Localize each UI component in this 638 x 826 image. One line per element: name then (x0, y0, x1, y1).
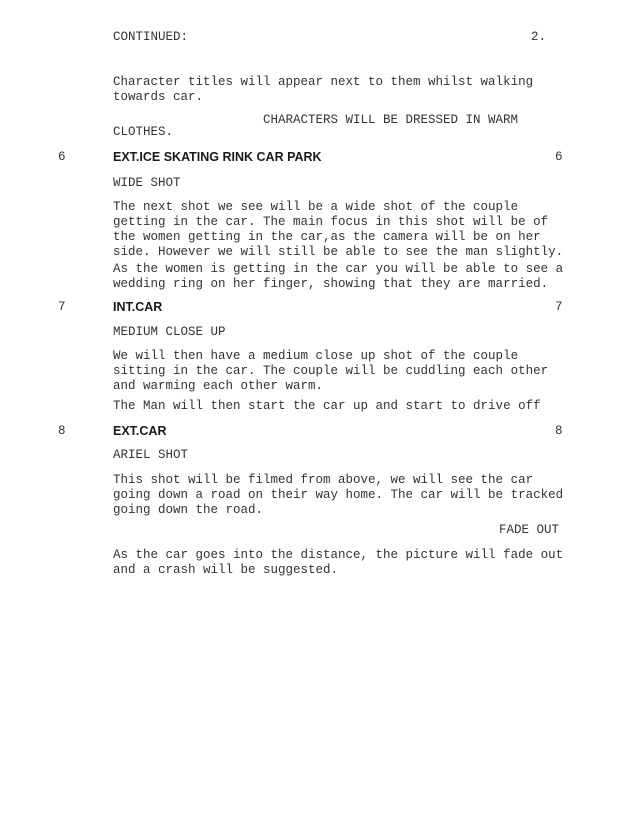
intro-action-continued: CLOTHES. (113, 125, 174, 139)
transition: FADE OUT (499, 523, 560, 537)
continued-header: CONTINUED: (113, 30, 189, 44)
page-number: 2. (531, 30, 547, 44)
action-paragraph: We will then have a medium close up shot of the couple sitting in the car. The couple will be cuddling each other and warming each other warm. (113, 349, 549, 393)
scene-number-right: 6 (555, 150, 563, 164)
action-paragraph: As the women is getting in the car you will be able to see a wedding ring on her finger, showing that they are married. (113, 262, 564, 291)
action-paragraph: The Man will then start the car up and start to drive off (113, 399, 541, 413)
scene-heading: EXT.CAR (113, 424, 167, 438)
shot-description: MEDIUM CLOSE UP (113, 325, 226, 339)
intro-action-right: CHARACTERS WILL BE DRESSED IN WARM (263, 113, 519, 127)
action-paragraph: This shot will be filmed from above, we will see the car going down a road on their way home. The car will be tracked going down the road. (113, 473, 564, 517)
scene-number-right: 7 (555, 300, 563, 314)
scene-number-left: 7 (58, 300, 66, 314)
scene-heading: INT.CAR (113, 300, 163, 314)
action-paragraph: The next shot we see will be a wide shot of the couple getting in the car. The main focus in this shot will be of the women getting in the car,as the camera will be on her side. However we will still be able to see the man slightly. (113, 200, 564, 259)
scene-number-right: 8 (555, 424, 563, 438)
scene-number-left: 8 (58, 424, 66, 438)
action-paragraph: As the car goes into the distance, the picture will fade out and a crash will be suggested. (113, 548, 564, 577)
scene-number-left: 6 (58, 150, 66, 164)
shot-description: ARIEL SHOT (113, 448, 189, 462)
shot-description: WIDE SHOT (113, 176, 181, 190)
intro-action: Character titles will appear next to them whilst walking towards car. (113, 75, 534, 104)
scene-heading: EXT.ICE SKATING RINK CAR PARK (113, 150, 322, 164)
